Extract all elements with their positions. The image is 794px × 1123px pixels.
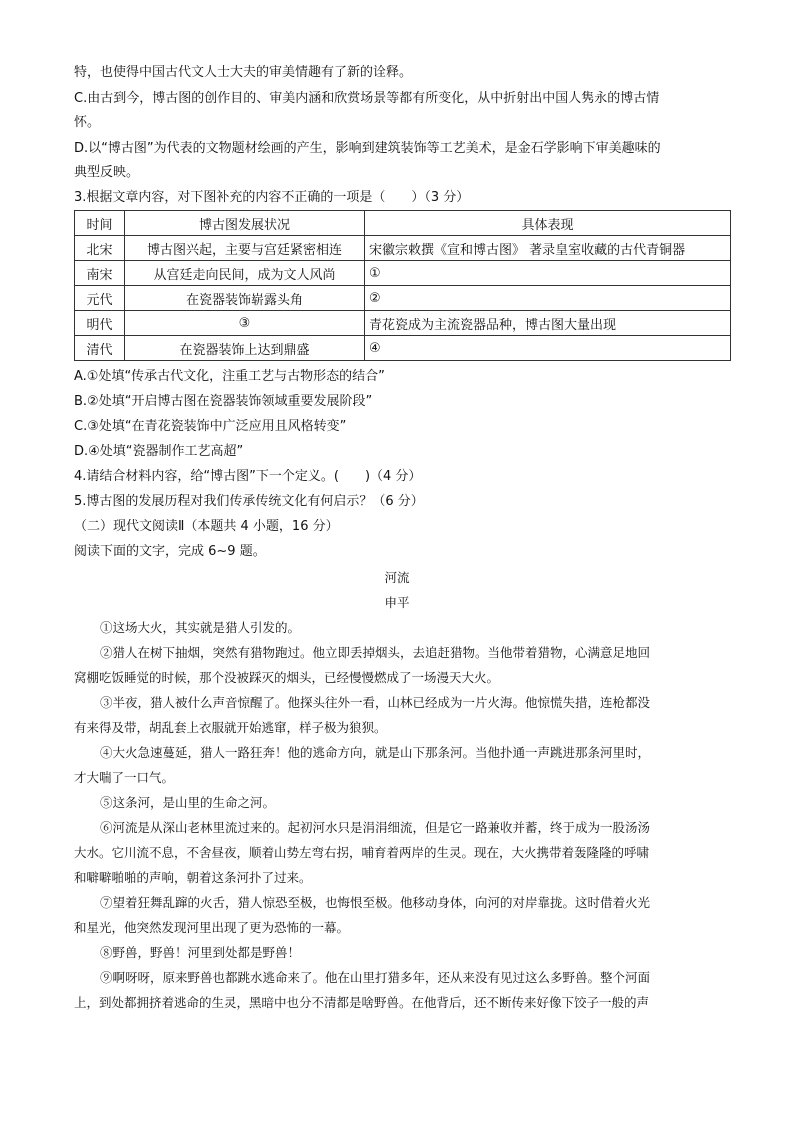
option-d: D.④处填“瓷器制作工艺高超” <box>74 444 244 459</box>
table-cell: 北宋 <box>75 236 125 261</box>
story-line: 窝棚吃饭睡觉的时候，那个没被踩灭的烟头，已经慢慢燃成了一场漫天大火。 <box>74 670 500 685</box>
story-line: ②猎人在树下抽烟，突然有猎物跑过。他立即丢掉烟头，去追赶猎物。当他带着猎物，心满意足地回 <box>100 645 651 660</box>
table-row <box>75 236 731 261</box>
story-line: 大水。它川流不息，不舍昼夜，顺着山势左弯右拐，哺育着两岸的生灵。现在，大火携带着轰隆隆的呼啸 <box>74 845 650 860</box>
table-cell: 在瓷器装饰崭露头角 <box>125 286 365 311</box>
story-line: ⑥河流是从深山老林里流过来的。起初河水只是涓涓细流，但是它一路兼收并蓄，终于成为一股汤汤 <box>100 820 651 835</box>
table-cell: 青花瓷成为主流瓷器品种，博古图大量出现 <box>365 311 731 336</box>
table-cell: 元代 <box>75 286 125 311</box>
table-cell: 南宋 <box>75 261 125 286</box>
option-d-line-1: D.以“博古图”为代表的文物题材绘画的产生，影响到建筑装饰等工艺美术，是金石学影响下审美趣味的 <box>74 141 661 156</box>
story-author: 申平 <box>384 595 410 610</box>
table-cell: 宋徽宗敕撰《宣和博古图》 著录皇室收藏的古代青铜器 <box>365 236 731 261</box>
table-cell: ② <box>365 286 731 311</box>
table-cell: 在瓷器装饰上达到鼎盛 <box>125 336 365 361</box>
story-line: ⑧野兽，野兽！河里到处都是野兽！ <box>100 945 301 960</box>
table-cell: 博古图兴起，主要与宫廷紧密相连 <box>125 236 365 261</box>
table-cell: 清代 <box>75 336 125 361</box>
header-manifestation: 具体表现 <box>365 211 731 236</box>
option-c-line-1: C.由古到今，博古图的创作目的、审美内涵和欣赏场景等都有所变化，从中折射出中国人隽永的博古情 <box>74 91 660 106</box>
story-line: 有来得及带，胡乱套上衣服就开始逃窜，样子极为狼狈。 <box>74 720 387 735</box>
option-a: A.①处填“传承古代文化，注重工艺与古物形态的结合” <box>74 369 385 384</box>
table-row <box>75 261 731 286</box>
table-cell: ① <box>365 261 731 286</box>
table-row <box>75 311 731 336</box>
story-title: 河流 <box>384 570 410 585</box>
story-line: ④大火急速蔓延，猎人一路狂奔！他的逃命方向，就是山下那条河。当他扑通一声跳进那条河里时， <box>100 745 651 760</box>
story-line: 才大喘了一口气。 <box>74 770 175 785</box>
question-4: 4.请结合材料内容，给“博古图”下一个定义。( )（4 分） <box>74 469 422 484</box>
bogutu-development-table <box>74 210 731 361</box>
table-cell: ④ <box>365 336 731 361</box>
option-b-continuation: 特，也使得中国古代文人士大夫的审美情趣有了新的诠释。 <box>74 65 413 80</box>
section-heading: （二）现代文阅读Ⅱ（本题共 4 小题，16 分） <box>74 519 339 534</box>
table-header-row <box>75 211 731 236</box>
story-line: 和噼噼啪啪的声响，朝着这条河扑了过来。 <box>74 870 312 885</box>
table-row <box>75 286 731 311</box>
story-line: 上，到处都拥挤着逃命的生灵，黑暗中也分不清都是啥野兽。在他背后，还不断传来好像下饺子一般的声 <box>74 995 650 1010</box>
table-cell: 从宫廷走向民间，成为文人风尚 <box>125 261 365 286</box>
table-row <box>75 336 731 361</box>
story-line: ⑤这条河，是山里的生命之河。 <box>100 795 276 810</box>
option-c: C.③处填“在青花瓷装饰中广泛应用且风格转变” <box>74 419 347 434</box>
option-b: B.②处填“开启博古图在瓷器装饰领域重要发展阶段” <box>74 394 373 409</box>
question-3-stem: 3.根据文章内容，对下图补充的内容不正确的一项是（ ）（3 分） <box>74 190 470 205</box>
reading-instruction: 阅读下面的文字，完成 6~9 题。 <box>74 544 266 559</box>
story-line: ③半夜，猎人被什么声音惊醒了。他探头往外一看，山林已经成为一片火海。他惊慌失措，连枪都没 <box>100 695 651 710</box>
table-cell: 明代 <box>75 311 125 336</box>
option-d-line-2: 典型反映。 <box>74 165 140 180</box>
option-c-line-2: 怀。 <box>74 115 101 130</box>
header-period: 时间 <box>75 211 125 236</box>
header-development: 博古图发展状况 <box>125 211 365 236</box>
story-line: ⑨啊呀呀，原来野兽也都跳水逃命来了。他在山里打猎多年，还从来没有见过这么多野兽。整个河面 <box>100 970 651 985</box>
question-5: 5.博古图的发展历程对我们传承传统文化有何启示？（6 分） <box>74 494 424 509</box>
table-cell: ③ <box>125 311 365 336</box>
story-line: ⑦望着狂舞乱蹿的火舌，猎人惊恐至极，也悔恨至极。他移动身体，向河的对岸靠拢。这时借着火光 <box>100 895 651 910</box>
story-line: 和星光，他突然发现河里出现了更为恐怖的一幕。 <box>74 920 350 935</box>
story-line: ①这场大火，其实就是猎人引发的。 <box>100 620 301 635</box>
